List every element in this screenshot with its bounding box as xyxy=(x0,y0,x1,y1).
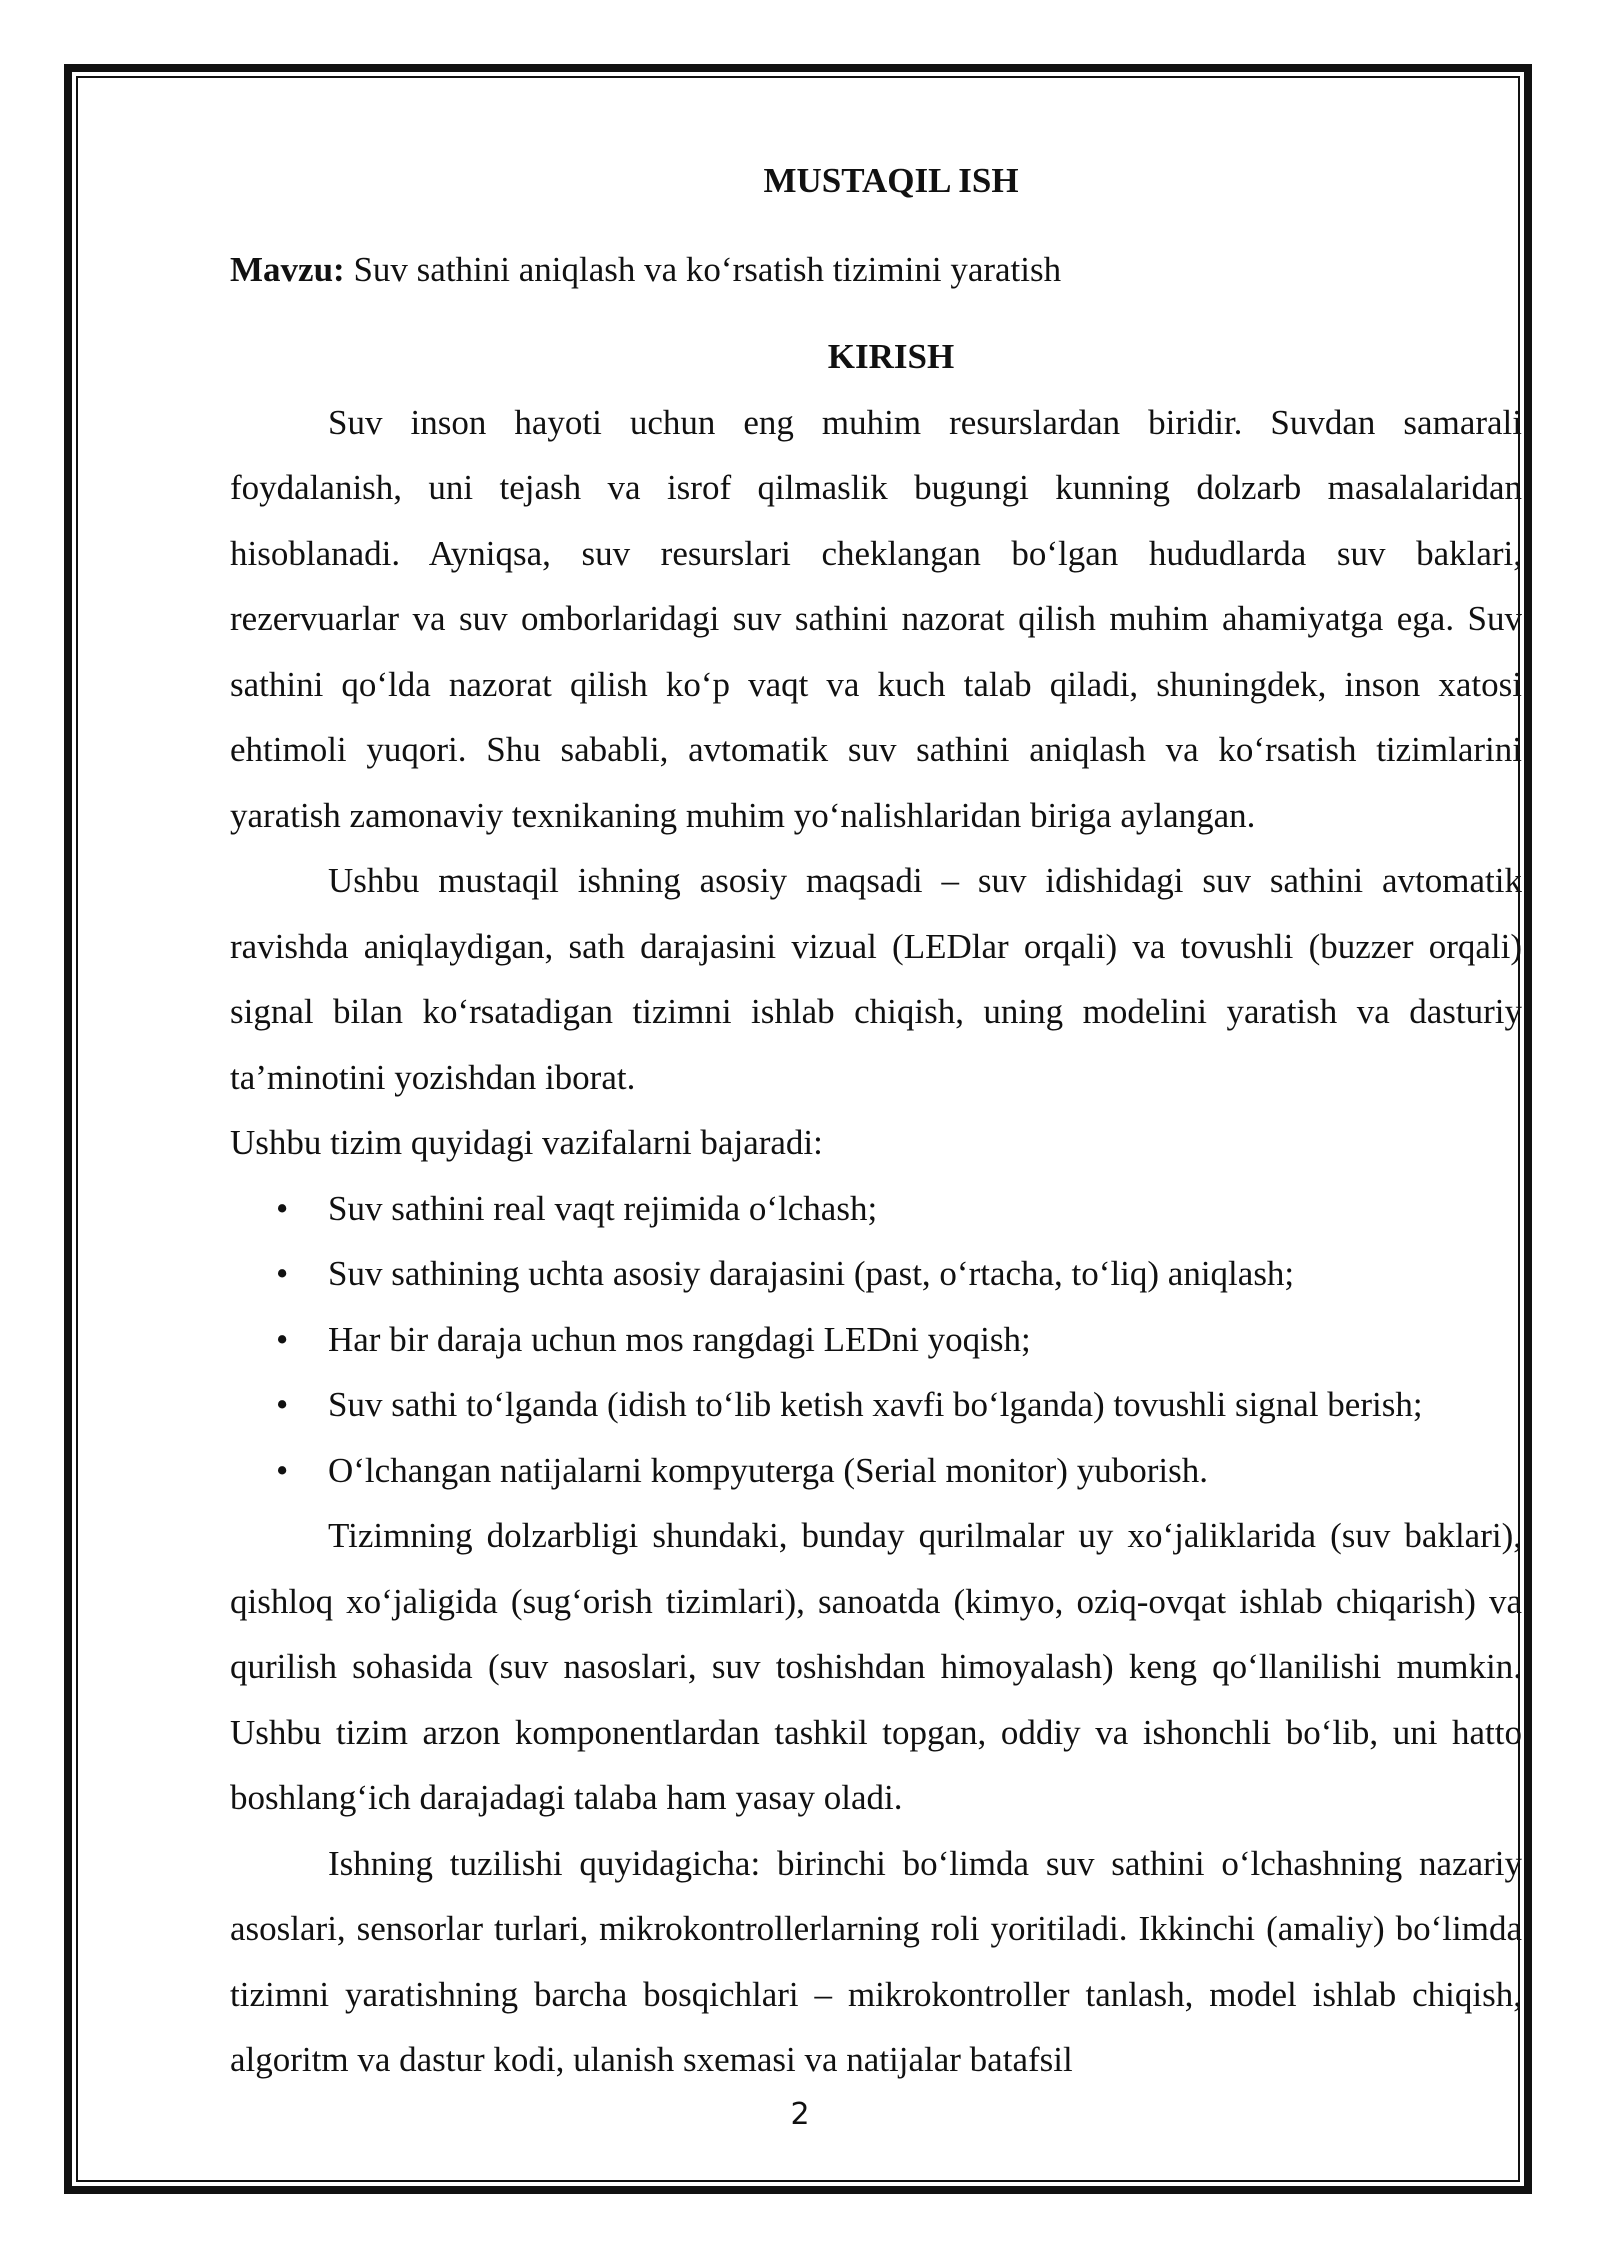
topic-label: Mavzu: xyxy=(230,249,345,289)
bullet-icon: • xyxy=(276,1188,289,1228)
paragraph-introduction: Suv inson hayoti uchun eng muhim resurslardan biridir. Suvdan samarali foydalanish, uni tejash va isrof qilmaslik bugungi kunning dolzarb masalalaridan hisoblanadi. Ayniqsa, suv resurslari cheklangan bo‘lgan hududlarda suv baklari, rezervuarlar va suv omborlaridagi suv sathini nazorat qilish muhim ahamiyatga ega. Suv sathini qo‘lda nazorat qilish ko‘p vaqt va kuch talab qiladi, shuningdek, inson xatosi ehtimoli yuqori. Shu sababli, avtomatik suv sathini aniqlash va ko‘rsatish tizimlarini yaratish zamonaviy texnikaning muhim yo‘nalishlaridan biriga aylangan. xyxy=(230,402,1522,835)
task-list xyxy=(230,1176,1522,1504)
list-item xyxy=(230,1241,1522,1307)
paragraph-relevance: Tizimning dolzarbligi shundaki, bunday qurilmalar uy xo‘jaliklarida (suv baklari), qishloq xo‘jaligida (sug‘orish tizimlari), sanoatda (kimyo, oziq-ovqat ishlab chiqarish) va qurilish sohasida (suv nasoslari, suv toshishdan himoyalash) keng qo‘llanilishi mumkin. Ushbu tizim arzon komponentlardan tashkil topgan, oddiy va ishonchli bo‘lib, uni hatto boshlang‘ich darajadagi talaba ham yasay oladi. xyxy=(230,1516,1522,1817)
bullet-icon: • xyxy=(276,1450,289,1490)
list-item xyxy=(230,1176,1522,1242)
list-item-text: Suv sathining uchta asosiy darajasini (past, o‘rtacha, to‘liq) aniqlash; xyxy=(328,1254,1295,1293)
list-item xyxy=(230,1307,1522,1373)
list-item-text: Suv sathi to‘lganda (idish to‘lib ketish xavfi bo‘lganda) tovushli signal berish; xyxy=(328,1385,1423,1424)
list-item-text: Har bir daraja uchun mos rangdagi LEDni yoqish; xyxy=(328,1319,1031,1359)
document-body xyxy=(230,148,1522,2093)
list-item-text: O‘lchangan natijalarni kompyuterga (Serial monitor) yuborish. xyxy=(328,1450,1208,1490)
bullet-icon: • xyxy=(276,1385,289,1424)
list-intro: Ushbu tizim quyidagi vazifalarni bajaradi: xyxy=(230,1123,823,1162)
list-item-text: Suv sathini real vaqt rejimida o‘lchash; xyxy=(328,1188,878,1228)
section-heading: KIRISH xyxy=(827,337,955,376)
page-number: 2 xyxy=(790,2097,810,2132)
paragraph-structure: Ishning tuzilishi quyidagicha: birinchi bo‘limda suv sathini o‘lchashning nazariy asoslari, sensorlar turlari, mikrokontrollerlarning roli yoritiladi. Ikkinchi (amaliy) bo‘limda tizimni yaratishning barcha bosqichlari – mikrokontroller tanlash, model ishlab chiqish, algoritm va dastur kodi, ulanish sxemasi va natijalar batafsil xyxy=(230,1843,1522,2079)
list-item xyxy=(230,1372,1522,1438)
paragraph-goal: Ushbu mustaqil ishning asosiy maqsadi – suv idishidagi suv sathini avtomatik ravishda aniqlaydigan, sath darajasini vizual (LEDlar orqali) va tovushli (buzzer orqali) signal bilan ko‘rsatadigan tizimni ishlab chiqish, uning modelini yaratish va dasturiy ta’minotini yozishdan iborat. xyxy=(230,861,1522,1097)
topic-text: Suv sathini aniqlash va ko‘rsatish tizimini yaratish xyxy=(344,249,1062,289)
document-title: MUSTAQIL ISH xyxy=(763,161,1019,200)
topic-line xyxy=(230,237,1522,303)
bullet-icon: • xyxy=(276,1254,289,1293)
bullet-icon: • xyxy=(276,1319,289,1359)
list-item xyxy=(230,1438,1522,1504)
